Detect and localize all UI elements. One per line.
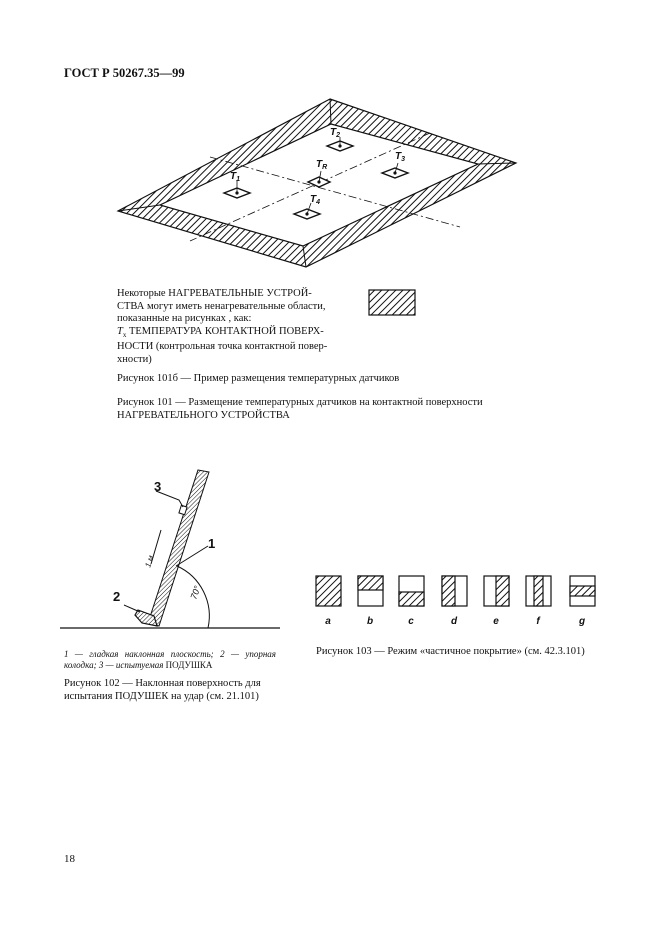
label-c: c: [408, 616, 414, 627]
angle-label: 70°: [188, 584, 203, 601]
label-a: a: [325, 616, 331, 627]
sensor-label-tr: T: [316, 159, 323, 170]
figure-102-note: 1 — гладкая наклонная плоскость; 2 — упорная колодка; 3 — испытуемая ПОДУШКА: [64, 649, 276, 670]
caption-101: Рисунок 101 — Размещение температурных датчиков на контактной поверхности НАГРЕВАТЕЛЬНОГО УСТРОЙСТВА: [117, 397, 483, 421]
legend-text: Некоторые НАГРЕВАТЕЛЬНЫЕ УСТРОЙ- СТВА могут иметь ненагревательные области, показанные на рисунках , как: $T_x$ ТЕМПЕРАТУРА КОНТАКТНОЙ ПОВЕРХ- НОСТИ (контрольная точка контактной повер- хности): [117, 288, 328, 365]
sensor-label-t4: T: [310, 194, 317, 205]
label-f: f: [536, 616, 540, 627]
label-b: b: [366, 616, 374, 627]
svg-text:T1: $T_1$: [230, 171, 241, 183]
svg-text:TR: $T_R$: [316, 159, 328, 171]
label-2: 2: [113, 589, 121, 604]
sensor-label-t1: T: [230, 171, 237, 182]
label-1: 1: [208, 536, 216, 551]
hatch-legend-swatch: [368, 289, 416, 316]
sensor-label-t2: T: [330, 127, 337, 138]
page-number: 18: [64, 853, 75, 865]
svg-text:T4: $T_4$: [310, 194, 321, 206]
svg-text:T3: $T_3$: [395, 151, 406, 163]
label-3: 3: [154, 479, 162, 494]
sensor-label-t3: T: [395, 151, 402, 162]
label-d: d: [450, 616, 458, 627]
heating-pad-figure: [110, 95, 530, 275]
document-header: ГОСТ Р 50267.35—99: [64, 66, 185, 80]
label-g: g: [578, 616, 586, 627]
length-label: 1 м: [143, 554, 156, 569]
inclined-surface-figure: [58, 460, 288, 635]
caption-101b: Рисунок 101б — Пример размещения температурных датчиков: [117, 373, 400, 384]
svg-text:T2: $T_2$: [330, 127, 341, 139]
label-e: e: [493, 616, 499, 627]
caption-102: Рисунок 102 — Наклонная поверхность для испытания ПОДУШЕК на удар (см. 21.101): [64, 678, 261, 702]
caption-103: Рисунок 103 — Режим «частичное покрытие» (см. 42.3.101): [316, 646, 585, 657]
partial-coverage-figure: [308, 572, 608, 632]
